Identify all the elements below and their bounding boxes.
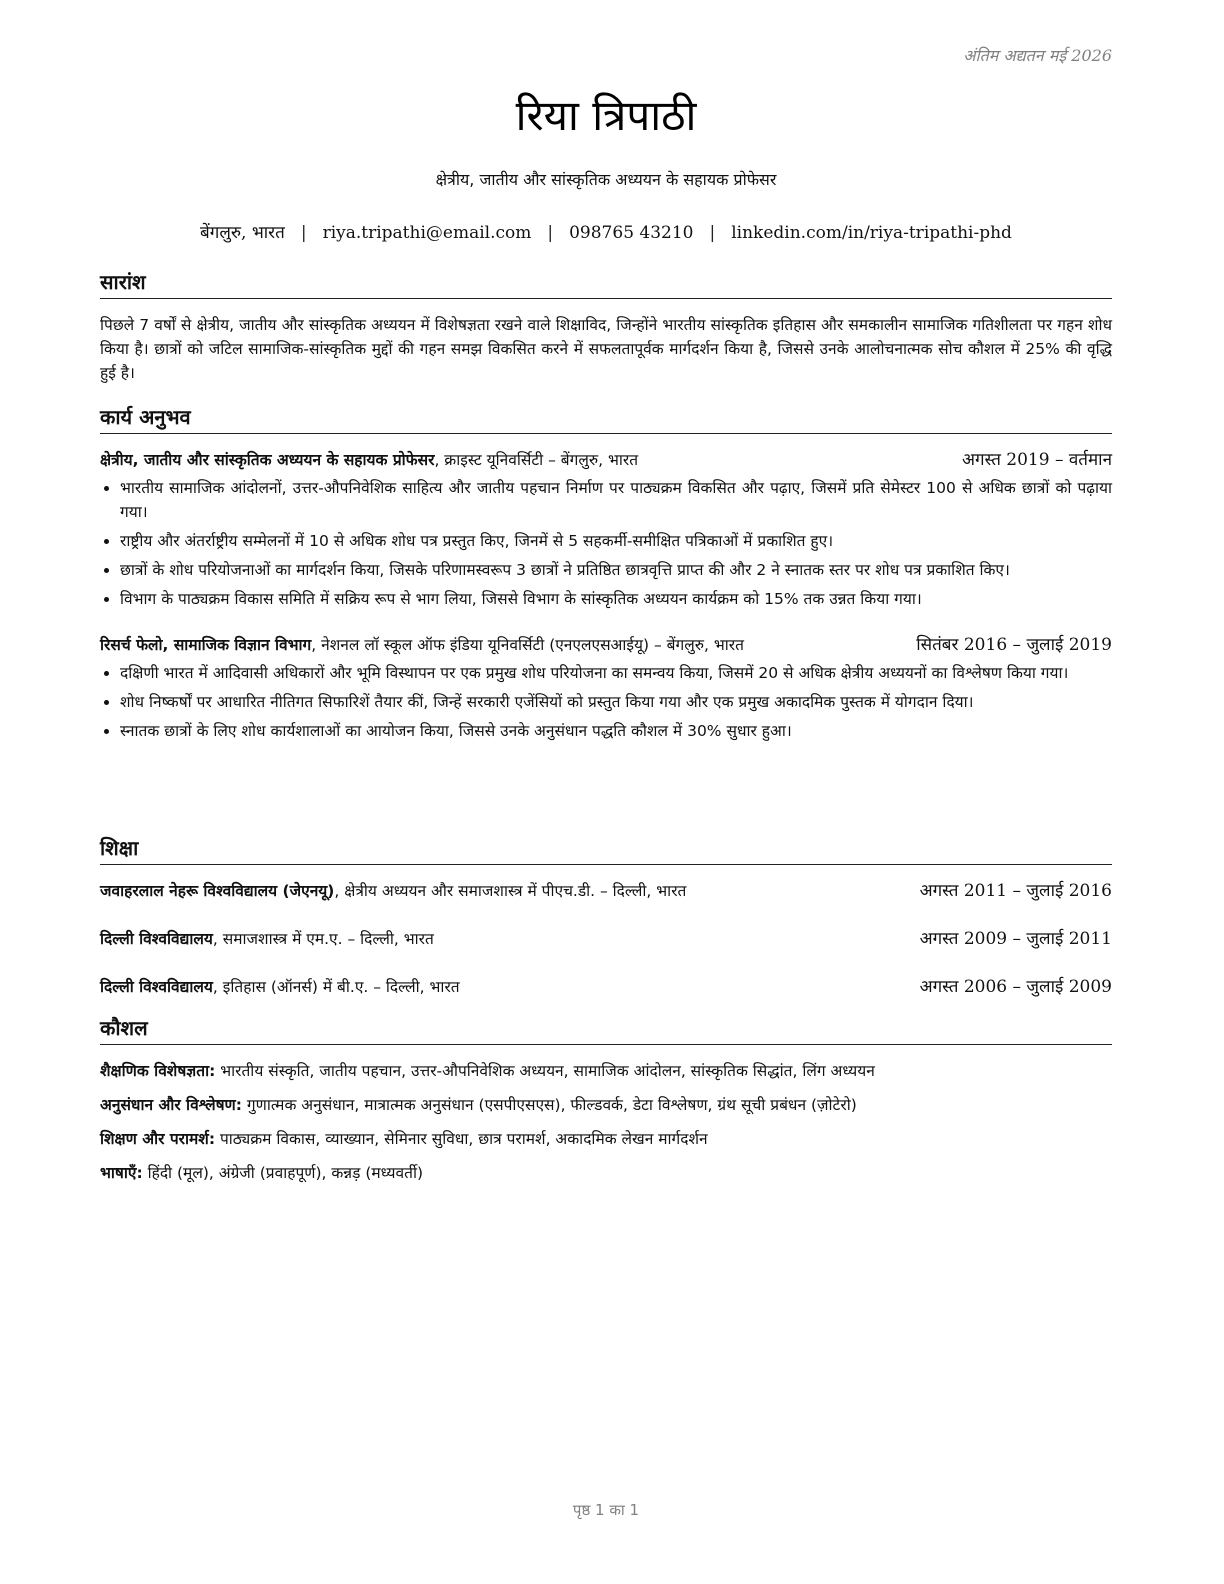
job-bullet: • स्नातक छात्रों के लिए शोध कार्यशालाओं का आयोजन किया, जिससे उनके अनुसंधान पद्धति कौशल में 30% सुधार हुआ। — [120, 719, 1112, 743]
education-detail: , इतिहास (ऑनर्स) में बी.ए. – दिल्ली, भारत — [212, 978, 460, 996]
skill-label: शिक्षण और परामर्श: — [100, 1130, 216, 1148]
candidate-title: क्षेत्रीय, जातीय और सांस्कृतिक अध्ययन के सहायक प्रोफेसर — [435, 170, 777, 189]
education-header — [100, 975, 1112, 999]
education-header — [100, 879, 1112, 903]
summary-heading: सारांश — [100, 268, 1112, 299]
skill-row — [100, 1059, 1112, 1083]
education-school: दिल्ली विश्वविद्यालय — [100, 978, 213, 996]
skill-label: अनुसंधान और विश्लेषण: — [100, 1096, 242, 1114]
skill-text: गुणात्मक अनुसंधान, मात्रात्मक अनुसंधान (एसपीएसएस), फील्डवर्क, डेटा विश्लेषण, ग्रंथ सूची प्रबंधन (ज़ोटेरो) — [241, 1096, 857, 1114]
job-bullets — [100, 476, 1112, 611]
skill-label: भाषाएँ: — [100, 1164, 143, 1182]
job-bullet: • विभाग के पाठ्यक्रम विकास समिति में सक्रिय रूप से भाग लिया, जिससे विभाग के सांस्कृतिक अध्ययन कार्यक्रम को 15% तक उन्नत किया गया। — [120, 587, 1112, 611]
job-title: क्षेत्रीय, जातीय और सांस्कृतिक अध्ययन के सहायक प्रोफेसर — [100, 451, 435, 469]
education-dates: अगस्त 2011 – जुलाई 2016 — [919, 881, 1112, 901]
skill-label: शैक्षणिक विशेषज्ञता: — [100, 1062, 216, 1080]
education-school: दिल्ली विश्वविद्यालय — [100, 930, 213, 948]
education-dates: अगस्त 2009 – जुलाई 2011 — [919, 929, 1112, 949]
job-bullet: • शोध निष्कर्षों पर आधारित नीतिगत सिफारिशें तैयार कीं, जिन्हें सरकारी एजेंसियों को प्रस्तुत किया गया और एक प्रमुख अकादमिक पुस्तक में योगदान दिया। — [120, 690, 1112, 714]
skill-row — [100, 1161, 1112, 1185]
job-bullets — [100, 661, 1112, 743]
education-school: जवाहरलाल नेहरू विश्वविद्यालय (जेएनयू) — [100, 882, 335, 900]
contact-line — [100, 220, 1112, 243]
education-entry — [100, 879, 1112, 927]
last-updated: अंतिम अद्यतन मई 2026 — [963, 46, 1112, 65]
contact-location: बेंगलुरु, भारत — [200, 223, 285, 243]
skill-text: हिंदी (मूल), अंग्रेजी (प्रवाहपूर्ण), कन्नड़ (मध्यवर्ती) — [142, 1164, 424, 1182]
page-number: पृष्ठ 1 का 1 — [572, 1501, 640, 1519]
skills-section — [100, 1014, 1112, 1195]
education-header — [100, 927, 1112, 951]
contact-separator: | — [300, 223, 307, 243]
skill-row — [100, 1127, 1112, 1151]
skill-text: पाठ्यक्रम विकास, व्याख्यान, सेमिनार सुविधा, छात्र परामर्श, अकादमिक लेखन मार्गदर्शन — [215, 1130, 708, 1148]
skill-text: भारतीय संस्कृति, जातीय पहचान, उत्तर-औपनिवेशिक अध्ययन, सामाजिक आंदोलन, सांस्कृतिक सिद्धांत, लिंग अध्ययन — [215, 1062, 875, 1080]
job-title: रिसर्च फेलो, सामाजिक विज्ञान विभाग — [100, 636, 312, 654]
contact-phone: 098765 43210 — [569, 223, 694, 243]
job-header — [100, 633, 1112, 657]
skill-row — [100, 1093, 1112, 1117]
candidate-name: रिया त्रिपाठी — [515, 91, 697, 140]
job-entry — [100, 448, 1112, 611]
job-bullet: • छात्रों के शोध परियोजनाओं का मार्गदर्शन किया, जिसके परिणामस्वरूप 3 छात्रों ने प्रतिष्ठित छात्रवृत्ति प्राप्त की और 2 ने स्नातक स्तर पर शोध पत्र प्रकाशित किए। — [120, 558, 1112, 582]
job-header — [100, 448, 1112, 472]
summary-text: पिछले 7 वर्षों से क्षेत्रीय, जातीय और सांस्कृतिक अध्ययन में विशेषज्ञता रखने वाले शिक्षाविद, जिन्होंने भारतीय सांस्कृतिक इतिहास और समकालीन सामाजिक गतिशीलता पर गहन शोध किया है। छात्रों को जटिल सामाजिक-सांस्कृतिक मुद्दों की गहन समझ विकसित करने में सफलतापूर्वक मार्गदर्शन किया है, जिससे उनके आलोचनात्मक सोच कौशल में 25% की वृद्धि हुई है। — [100, 316, 1112, 382]
job-bullet: • दक्षिणी भारत में आदिवासी अधिकारों और भूमि विस्थापन पर एक प्रमुख शोध परियोजना का समन्वय किया, जिसमें 20 से अधिक क्षेत्रीय अध्ययनों का विश्लेषण किया गया। — [120, 661, 1112, 685]
skills-heading: कौशल — [100, 1014, 1112, 1045]
job-entry — [100, 633, 1112, 743]
resume-page — [100, 0, 1112, 1584]
job-dates: अगस्त 2019 – वर्तमान — [962, 450, 1112, 470]
contact-separator: | — [547, 223, 554, 243]
education-dates: अगस्त 2006 – जुलाई 2009 — [919, 977, 1112, 997]
education-entry — [100, 927, 1112, 975]
experience-section — [100, 403, 1112, 748]
summary-section — [100, 268, 1112, 385]
education-detail: , क्षेत्रीय अध्ययन और समाजशास्त्र में पीएच.डी. – दिल्ली, भारत — [334, 882, 687, 900]
education-detail: , समाजशास्त्र में एम.ए. – दिल्ली, भारत — [212, 930, 434, 948]
education-section — [100, 834, 1112, 1023]
contact-linkedin[interactable]: linkedin.com/in/riya-tripathi-phd — [731, 223, 1012, 243]
contact-separator: | — [709, 223, 716, 243]
experience-heading: कार्य अनुभव — [100, 403, 1112, 434]
job-bullet: • भारतीय सामाजिक आंदोलनों, उत्तर-औपनिवेशिक साहित्य और जातीय पहचान निर्माण पर पाठ्यक्रम विकसित और पढ़ाए, जिसमें प्रति सेमेस्टर 100 से अधिक छात्रों को पढ़ाया गया। — [120, 476, 1112, 524]
job-organization: , क्राइस्ट यूनिवर्सिटी – बेंगलुरु, भारत — [434, 451, 639, 469]
job-bullet: • राष्ट्रीय और अंतर्राष्ट्रीय सम्मेलनों में 10 से अधिक शोध पत्र प्रस्तुत किए, जिनमें से 5 सहकर्मी-समीक्षित पत्रिकाओं में प्रकाशित हुए। — [120, 529, 1112, 553]
contact-email[interactable]: riya.tripathi@email.com — [322, 223, 532, 243]
job-dates: सितंबर 2016 – जुलाई 2019 — [916, 635, 1112, 655]
job-organization: , नेशनल लॉ स्कूल ऑफ इंडिया यूनिवर्सिटी (एनएलएसआईयू) – बेंगलुरु, भारत — [311, 636, 744, 654]
education-heading: शिक्षा — [100, 834, 1112, 865]
